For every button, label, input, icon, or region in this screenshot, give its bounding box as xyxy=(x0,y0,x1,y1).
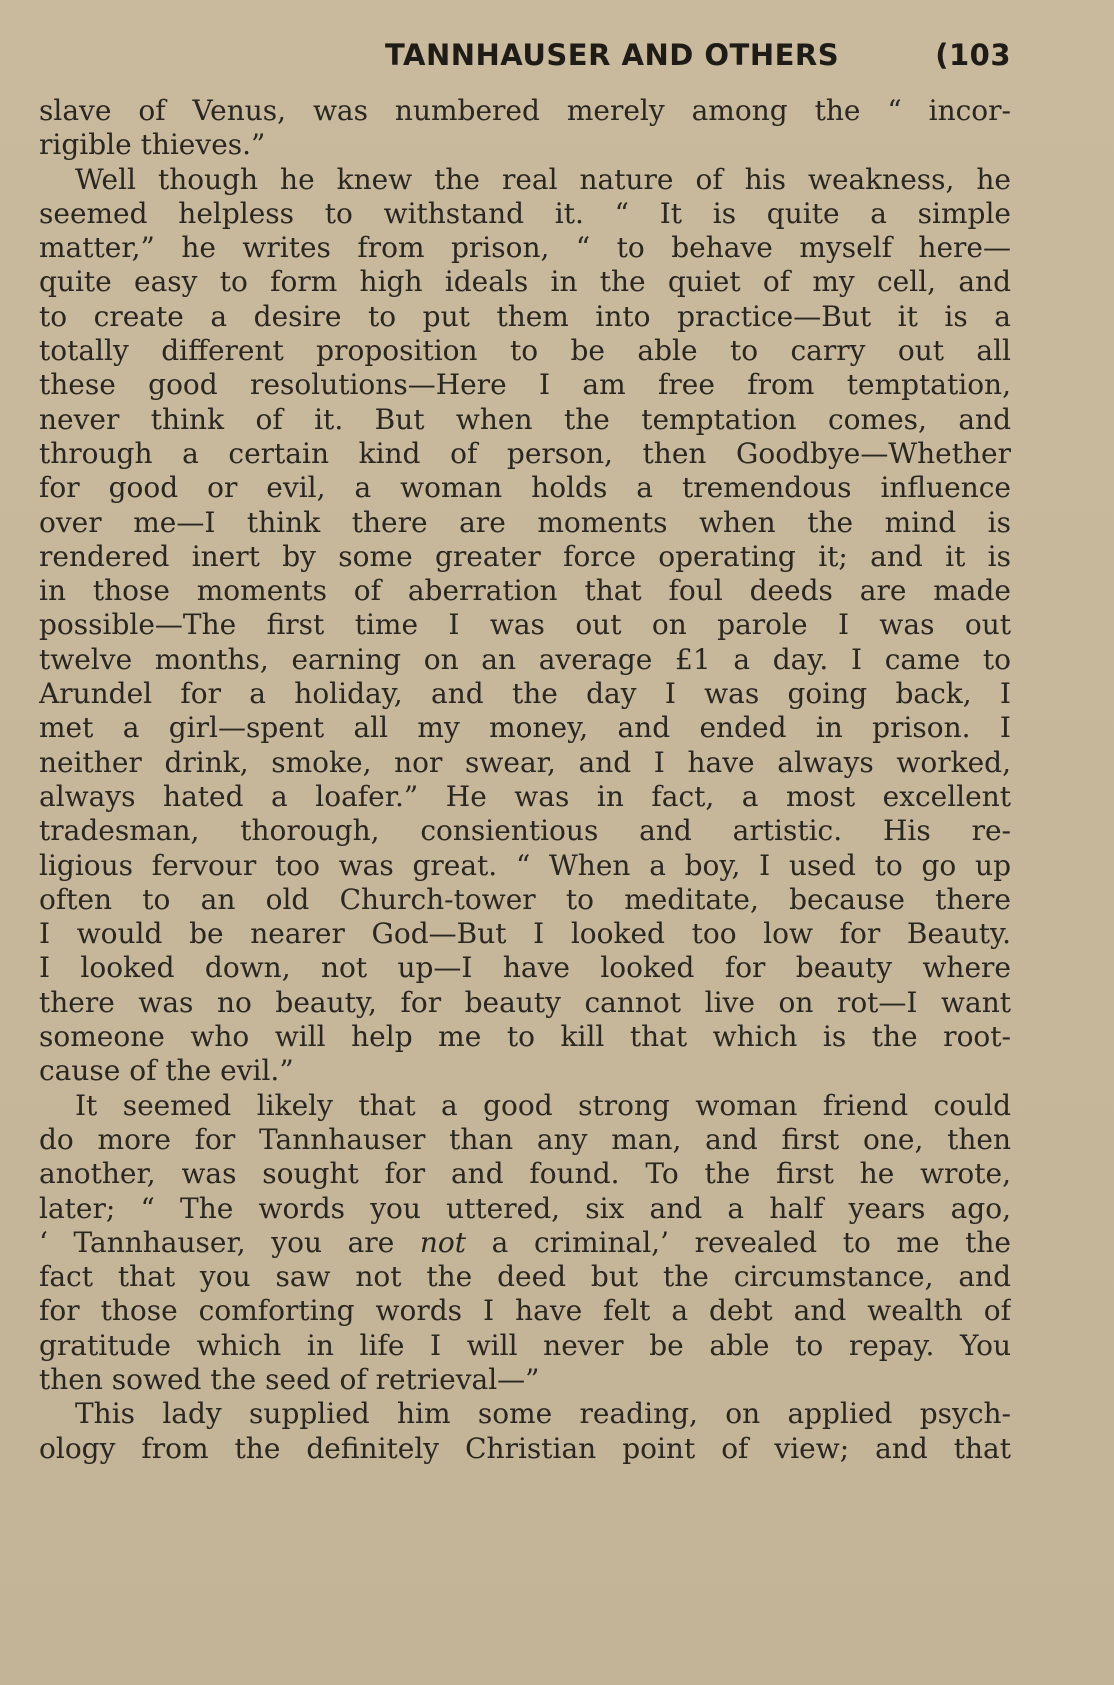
text-line: gratitude which in life I will never be able to repay. You xyxy=(39,1328,1011,1362)
text-line: This lady supplied him some reading, on applied psych- xyxy=(75,1397,1011,1431)
text-line: do more for Tannhauser than any man, and first one, then xyxy=(39,1122,1011,1156)
body-text xyxy=(39,94,1011,1466)
text-line: neither drink, smoke, nor swear, and I have always worked, xyxy=(39,745,1011,779)
text-line: cause of the evil.” xyxy=(39,1054,294,1088)
text-line: never think of it. But when the temptation comes, and xyxy=(39,402,1011,436)
paragraph-1 xyxy=(39,94,1011,163)
text-line: another, was sought for and found. To the first he wrote, xyxy=(39,1157,1011,1191)
text-line: ligious fervour too was great. “ When a boy, I used to go up xyxy=(39,848,1011,882)
text-line: I looked down, not up—I have looked for beauty where xyxy=(39,951,1011,985)
running-header xyxy=(385,38,1011,84)
text-line: Well though he knew the real nature of his weakness, he xyxy=(75,162,1011,196)
text-line: quite easy to form high ideals in the quiet of my cell, and xyxy=(39,265,1011,299)
text-line: ology from the definitely Christian point of view; and that xyxy=(39,1431,1011,1465)
text-run: ‘ Tannhauser, you are xyxy=(39,1225,420,1259)
page-number: (103 xyxy=(935,38,1011,72)
text-line: then sowed the seed of retrieval—” xyxy=(39,1362,540,1396)
text-line: often to an old Church-tower to meditate, because there xyxy=(39,882,1011,916)
text-line: matter,” he writes from prison, “ to behave myself here— xyxy=(39,231,1011,265)
text-line: rendered inert by some greater force operating it; and it is xyxy=(39,539,1011,573)
text-line: these good resolutions—Here I am free from temptation, xyxy=(39,368,1011,402)
text-line: seemed helpless to withstand it. “ It is quite a simple xyxy=(39,196,1011,230)
text-line: for those comforting words I have felt a debt and wealth of xyxy=(39,1294,1011,1328)
text-line: in those moments of aberration that foul deeds are made xyxy=(39,574,1011,608)
paragraph-4 xyxy=(39,1397,1011,1466)
italic-emphasis: not xyxy=(419,1225,467,1259)
paragraph-2 xyxy=(39,163,1011,1089)
text-line: tradesman, thorough, consientious and artistic. His re- xyxy=(39,814,1011,848)
text-line: totally different proposition to be able to carry out all xyxy=(39,334,1011,368)
text-line: for good or evil, a woman holds a tremendous influence xyxy=(39,471,1011,505)
text-line: through a certain kind of person, then Goodbye—Whether xyxy=(39,436,1011,470)
running-title: TANNHAUSER AND OTHERS xyxy=(385,38,840,72)
text-line: fact that you saw not the deed but the circumstance, and xyxy=(39,1260,1011,1294)
text-line: Arundel for a holiday, and the day I was going back, I xyxy=(39,677,1011,711)
text-line: always hated a loafer.” He was in fact, a most excellent xyxy=(39,779,1011,813)
text-line: twelve months, earning on an average £1 a day. I came to xyxy=(39,642,1011,676)
text-line: later; “ The words you uttered, six and a half years ago, xyxy=(39,1191,1011,1225)
text-line: someone who will help me to kill that which is the root- xyxy=(39,1020,1011,1054)
text-line: over me—I think there are moments when the mind is xyxy=(39,505,1011,539)
paragraph-3 xyxy=(39,1089,1011,1398)
text-line: slave of Venus, was numbered merely among the “ incor- xyxy=(39,94,1011,127)
text-run: a criminal,’ revealed to me the xyxy=(466,1225,1011,1259)
text-line: It seemed likely that a good strong woman friend could xyxy=(75,1088,1011,1122)
text-line: met a girl—spent all my money, and ended in prison. I xyxy=(39,711,1011,745)
text-line: I would be nearer God—But I looked too low for Beauty. xyxy=(39,917,1011,951)
text-line: possible—The first time I was out on parole I was out xyxy=(39,608,1011,642)
text-line: rigible thieves.” xyxy=(39,128,266,162)
text-line: to create a desire to put them into practice—But it is a xyxy=(39,299,1011,333)
text-line-with-italic xyxy=(39,1226,1011,1260)
text-line: there was no beauty, for beauty cannot live on rot—I want xyxy=(39,985,1011,1019)
